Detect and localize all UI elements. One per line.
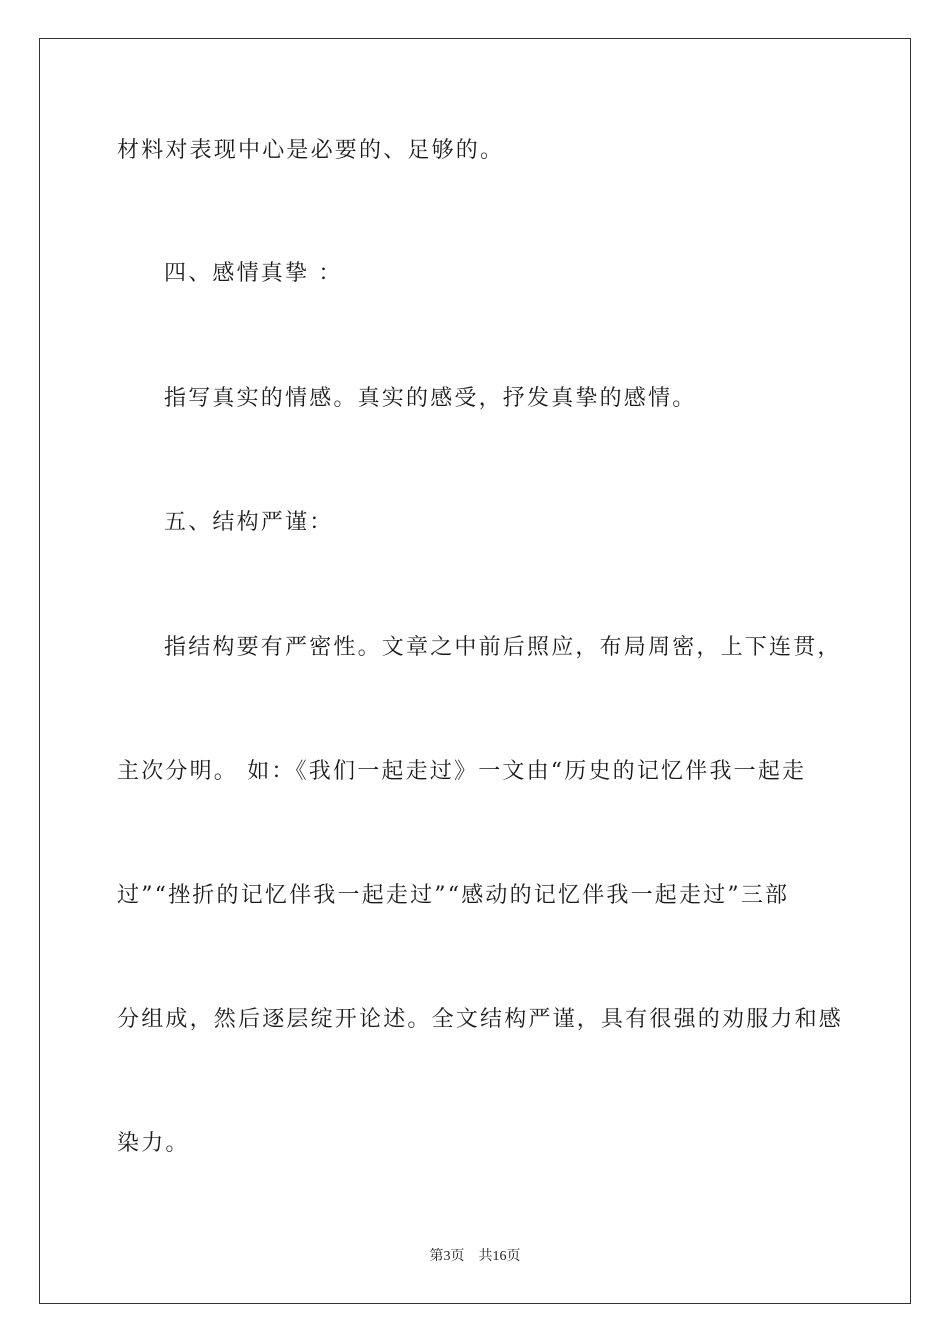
body-text-line: 过”“挫折的记忆伴我一起走过”“感动的记忆伴我一起走过”三部 bbox=[117, 883, 790, 908]
page-footer bbox=[0, 1245, 950, 1265]
body-text-line: 指写真实的情感。真实的感受，抒发真挚的感情。 bbox=[164, 386, 697, 411]
page-border bbox=[39, 38, 911, 1304]
body-text-line: 主次分明。 如：《我们一起走过》一文由“历史的记忆伴我一起走 bbox=[117, 759, 807, 784]
section-heading-five: 五、结构严谨： bbox=[164, 510, 334, 535]
body-text-line: 分组成，然后逐层绽开论述。全文结构严谨，具有很强的劝服力和感 bbox=[117, 1007, 844, 1032]
page-number: 第3页 bbox=[429, 1249, 465, 1264]
body-text-line: 材料对表现中心是必要的、足够的。 bbox=[117, 138, 505, 163]
body-text-line: 指结构要有严密性。文章之中前后照应，布局周密，上下连贯， bbox=[164, 635, 842, 660]
page-total: 共16页 bbox=[478, 1249, 521, 1264]
section-heading-four: 四、感情真挚 ： bbox=[164, 261, 343, 286]
body-text-line: 染力。 bbox=[117, 1131, 190, 1156]
